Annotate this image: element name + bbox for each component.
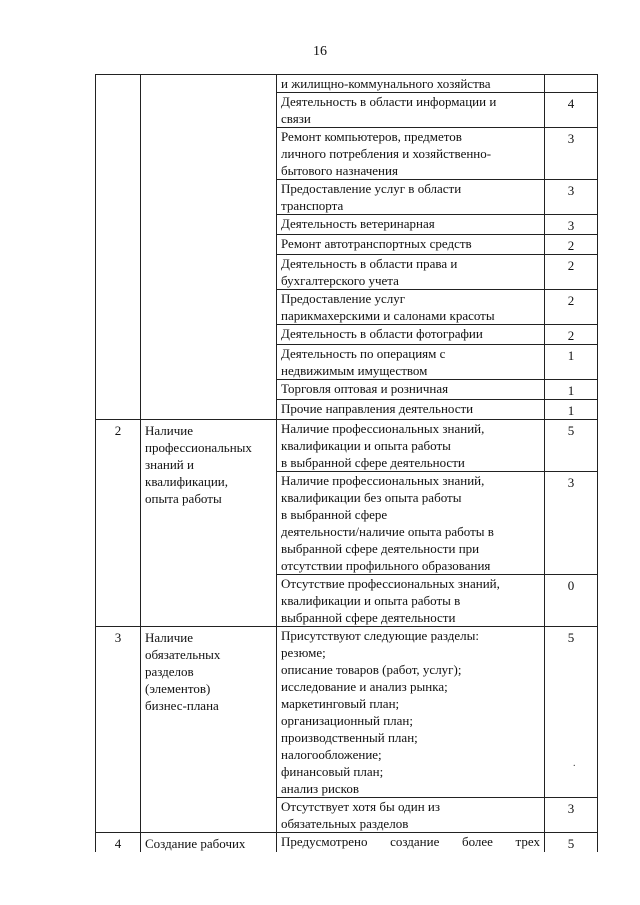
criterion-cell <box>141 833 277 853</box>
text-line: Наличие <box>145 423 193 438</box>
option-cell <box>277 575 545 627</box>
text-line: Деятельность по операциям с <box>281 346 446 361</box>
text-line: производственный план; <box>281 730 418 745</box>
text-line: квалификации без опыта работы <box>281 490 462 505</box>
text-line: маркетинговый план; <box>281 696 400 711</box>
table-row <box>96 833 598 853</box>
score-cell: 2 <box>545 290 598 325</box>
text-line: Деятельность в области права и <box>281 256 458 271</box>
text-line: Предоставление услуг <box>281 291 406 306</box>
text-line: бухгалтерского учета <box>281 273 399 288</box>
text-line: недвижимым имуществом <box>281 363 428 378</box>
text-line: Деятельность ветеринарная <box>281 216 435 231</box>
text-line: Наличие профессиональных знаний, <box>281 473 485 488</box>
text-line: квалификации и опыта работы <box>281 438 451 453</box>
option-cell <box>277 400 545 420</box>
text-line: резюме; <box>281 645 326 660</box>
text-line: Ремонт автотранспортных средств <box>281 236 472 251</box>
option-cell <box>277 345 545 380</box>
text-line: разделов <box>145 664 194 679</box>
row-number-cell: 2 <box>96 420 141 627</box>
text-line: выбранной сфере деятельности <box>281 610 456 625</box>
text-line: Деятельность в области фотографии <box>281 326 483 341</box>
score-cell: 1 <box>545 345 598 380</box>
text-line: описание товаров (работ, услуг); <box>281 662 462 677</box>
score-cell: 4 <box>545 93 598 128</box>
score-cell: 1 <box>545 400 598 420</box>
score-cell: 0 <box>545 575 598 627</box>
text-line: Наличие <box>145 630 193 645</box>
option-cell <box>277 420 545 472</box>
stray-mark: . <box>573 758 576 769</box>
option-cell <box>277 290 545 325</box>
text-line: Торговля оптовая и розничная <box>281 381 449 396</box>
text-line: Предоставление услуг в области <box>281 181 462 196</box>
score-cell: 3 <box>545 128 598 180</box>
text-line: личного потребления и хозяйственно- <box>281 146 492 161</box>
criterion-cell <box>141 627 277 833</box>
table-row <box>96 627 598 798</box>
option-cell <box>277 93 545 128</box>
row-number-cell <box>96 75 141 420</box>
score-cell: 3 <box>545 215 598 235</box>
text-line: обязательных <box>145 647 221 662</box>
text-line: Наличие профессиональных знаний, <box>281 421 485 436</box>
option-cell <box>277 215 545 235</box>
row-number-cell: 4 <box>96 833 141 853</box>
option-cell <box>277 325 545 345</box>
score-cell: 3 <box>545 798 598 833</box>
option-cell <box>277 180 545 215</box>
table-row <box>96 420 598 472</box>
text-line: бытового назначения <box>281 163 398 178</box>
option-cell <box>277 380 545 400</box>
score-cell <box>545 75 598 93</box>
table-row <box>96 75 598 93</box>
score-cell: 3 <box>545 472 598 575</box>
score-cell: 2 <box>545 325 598 345</box>
option-cell <box>277 255 545 290</box>
score-cell: 3 <box>545 180 598 215</box>
score-cell: 2 <box>545 255 598 290</box>
row-number-cell: 3 <box>96 627 141 833</box>
text-line: обязательных разделов <box>281 816 409 831</box>
text-line: налогообложение; <box>281 747 382 762</box>
text-line: (элементов) <box>145 681 211 696</box>
option-cell <box>277 128 545 180</box>
text-line: бизнес-плана <box>145 698 219 713</box>
text-line: анализ рисков <box>281 781 359 796</box>
criteria-table <box>95 74 598 852</box>
text-line: квалификации и опыта работы в <box>281 593 461 608</box>
text-line: транспорта <box>281 198 344 213</box>
text-line: знаний и <box>145 457 194 472</box>
text-line: исследование и анализ рынка; <box>281 679 448 694</box>
text-line: Прочие направления деятельности <box>281 401 474 416</box>
text-line: отсутствии профильного образования <box>281 558 491 573</box>
score-cell: 5 <box>545 627 598 798</box>
score-cell: 2 <box>545 235 598 255</box>
text-line: выбранной сфере деятельности при <box>281 541 480 556</box>
score-cell: 1 <box>545 380 598 400</box>
score-cell: 5 <box>545 833 598 853</box>
option-cell <box>277 235 545 255</box>
text-line: квалификации, <box>145 474 229 489</box>
text-line: Отсутствует хотя бы один из <box>281 799 441 814</box>
criterion-cell <box>141 75 277 420</box>
text-line: Ремонт компьютеров, предметов <box>281 129 462 144</box>
text-line: в выбранной сфере деятельности <box>281 455 465 470</box>
text-line: Предусмотрено создание более трех <box>281 834 540 849</box>
text-line: деятельности/наличие опыта работы в <box>281 524 494 539</box>
option-cell <box>277 833 545 853</box>
text-line: Создание рабочих <box>145 836 246 851</box>
text-line: профессиональных <box>145 440 252 455</box>
text-line: Присутствуют следующие разделы: <box>281 628 479 643</box>
page-number: 16 <box>313 44 327 59</box>
option-cell <box>277 75 545 93</box>
text-line: в выбранной сфере <box>281 507 388 522</box>
text-line: финансовый план; <box>281 764 384 779</box>
text-line: и жилищно-коммунального хозяйства <box>281 76 491 91</box>
score-cell: 5 <box>545 420 598 472</box>
option-cell <box>277 798 545 833</box>
criterion-cell <box>141 420 277 627</box>
text-line: Отсутствие профессиональных знаний, <box>281 576 500 591</box>
text-line: Деятельность в области информации и <box>281 94 497 109</box>
option-cell <box>277 472 545 575</box>
text-line: опыта работы <box>145 491 222 506</box>
text-line: связи <box>281 111 311 126</box>
option-cell <box>277 627 545 798</box>
text-line: организационный план; <box>281 713 413 728</box>
text-line: парикмахерскими и салонами красоты <box>281 308 495 323</box>
